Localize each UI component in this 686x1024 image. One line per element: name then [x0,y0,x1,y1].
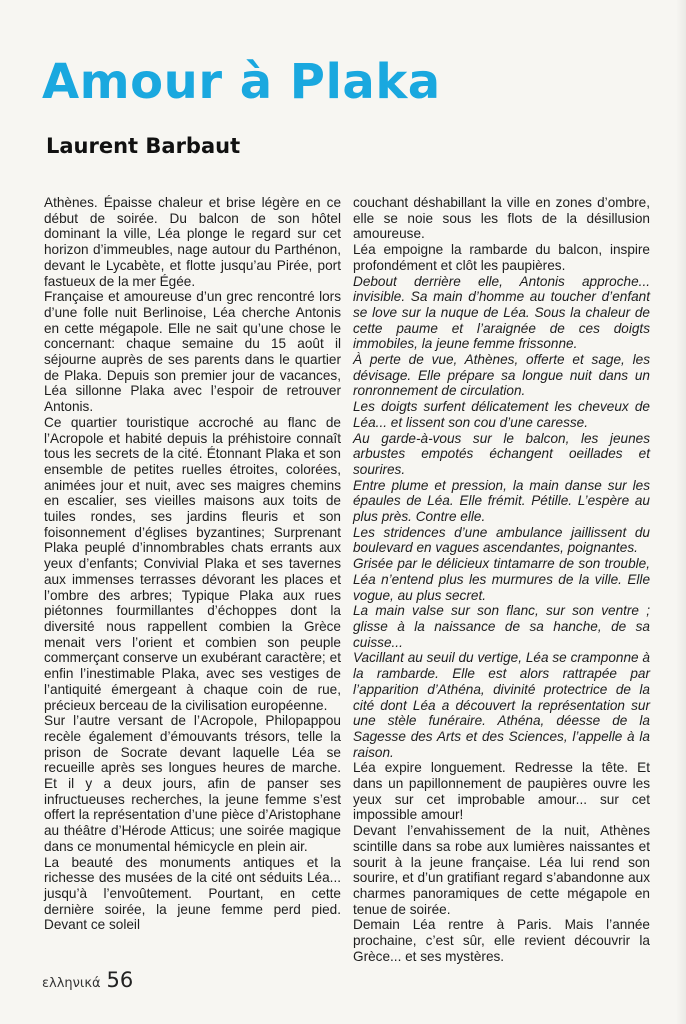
paragraph: Athènes. Épaisse chaleur et brise légère en ce début de soirée. Du balcon de son hôtel dominant la ville, Léa plonge le regard sur cet horizon d’immeubles, nage autour du Parthénon, devant le Lycabète, et flotte jusqu’au Pirée, port fastueux de la mer Égée. [44,195,341,289]
italic-paragraph: Debout derrière elle, Antonis approche... invisible. Sa main d’homme au toucher d’enfant se love sur la nuque de Léa. Sous la chaleur de cette paume et l’araignée de ces doigts immobiles, la jeune femme frissonne. [353,273,650,352]
italic-paragraph: Entre plume et pression, la main danse sur les épaules de Léa. Elle frémit. Pétille. L’espère au plus près. Contre elle. [353,477,650,525]
right-column [353,195,650,964]
italic-paragraph: La main valse sur son flanc, sur son ventre ; glisse à la naissance de sa hanche, de sa cuisse... [353,603,650,650]
page-fold-shadow [676,0,686,1024]
page-number: 56 [106,968,134,992]
paragraph: Léa expire longuement. Redresse la tête. Et dans un papillonnement de paupières ouvre les yeux sur cet improbable amour... sur cet impossible amour! [353,760,650,823]
italic-paragraph: Les stridences d’une ambulance jaillissent du boulevard en vagues ascendantes, poignantes. [353,524,650,556]
italic-paragraph: Au garde-à-vous sur le balcon, les jeunes arbustes empotés échangent oeillades et sourires. [353,430,650,477]
italic-paragraph: Les doigts surfent délicatement les cheveux de Léa... et lissent son cou d’une caresse. [353,399,650,430]
paragraph: Léa empoigne la rambarde du balcon, inspire profondément et clôt les paupières. [353,242,650,273]
italic-paragraph: Grisée par le délicieux tintamarre de son trouble, Léa n’entend plus les murmures de la ville. Elle vogue, au plus secret. [353,556,650,603]
paragraph: La beauté des monuments antiques et la richesse des musées de la cité ont séduits Léa... jusqu’à l’envoûtement. Pourtant, en cette dernière soirée, la jeune femme perd pied. Devant ce soleil [44,854,341,933]
left-column [44,195,341,933]
paragraph: Devant l’envahissement de la nuit, Athènes scintille dans sa robe aux lumières naissantes et sourit à la jeune française. Léa lui rend son sourire, et d’un gratifiant regard s’abandonne aux charmes panoramiques de cette mégapole en tenue de soirée. [353,823,650,917]
paragraph: couchant déshabillant la ville en zones d’ombre, elle se noie sous les flots de la désillusion amoureuse. [353,195,650,242]
magazine-name: ελληνικά [42,976,101,991]
paragraph: Demain Léa rentre à Paris. Mais l’année prochaine, c’est sûr, elle revient découvrir la Grèce... et ses mystères. [353,917,650,964]
paragraph: Sur l’autre versant de l’Acropole, Philopappou recèle également d’émouvants trésors, telle la prison de Socrate devant laquelle Léa se recueille après ses longues heures de marche. Et il y a deux jours, afin de panser ses infructueuses recherches, la jeune femme s’est offert la représentation d’une pièce d’Aristophane au théâtre d’Hérode Atticus; une soirée magique dans ce monumental hémicycle en plein air. [44,713,341,854]
article-title: Amour à Plaka [42,54,441,110]
italic-paragraph: À perte de vue, Athènes, offerte et sage, les dévisage. Elle prépare sa longue nuit dans un ronronnement de circulation. [353,352,650,399]
article-author: Laurent Barbaut [46,134,241,158]
paragraph: Ce quartier touristique accroché au flanc de l’Acropole et habité depuis la préhistoire connaît tous les secrets de la cité. Étonnant Plaka et son ensemble de petites ruelles étroites, colorées, animées jour et nuit, avec ses maigres chemins en escalier, ses vieilles maisons aux toits de tuiles rondes, ses jardins fleuris et son foisonnement d’églises byzantines; Surprenant Plaka peuplé d’innombrables chats errants aux yeux d’enfants; Convivial Plaka et ses tavernes aux immenses terrasses dévorant les places et l’ombre des arbres; Typique Plaka aux rues piétonnes fourmillantes d’échoppes dont la diversité nous rappellent combien la Grèce menait vers l’orient et combien son peuple commerçant conserve un exubérant caractère; et enfin l’inestimable Plaka, avec ses vestiges de l’antiquité émergeant à chaque coin de rue, précieux berceau de la civilisation européenne. [44,414,341,713]
page-footer [42,968,133,992]
paragraph: Française et amoureuse d’un grec rencontré lors d’une folle nuit Berlinoise, Léa cherche Antonis en cette mégapole. Elle ne sait qu’une chose le concernant: chaque semaine du 15 août il séjourne auprès de ses parents dans le quartier de Plaka. Depuis son premier jour de vacances, Léa sillonne Plaka avec l’espoir de retrouver Antonis. [44,289,341,415]
italic-paragraph: Vacillant au seuil du vertige, Léa se cramponne à la rambarde. Elle est alors rattrapée par l’apparition d’Athéna, divinité protectrice de la cité dont Léa a découvert la représentation sur une stèle funéraire. Athéna, déesse de la Sagesse des Arts et des Sciences, l’appelle à la raison. [353,650,650,760]
